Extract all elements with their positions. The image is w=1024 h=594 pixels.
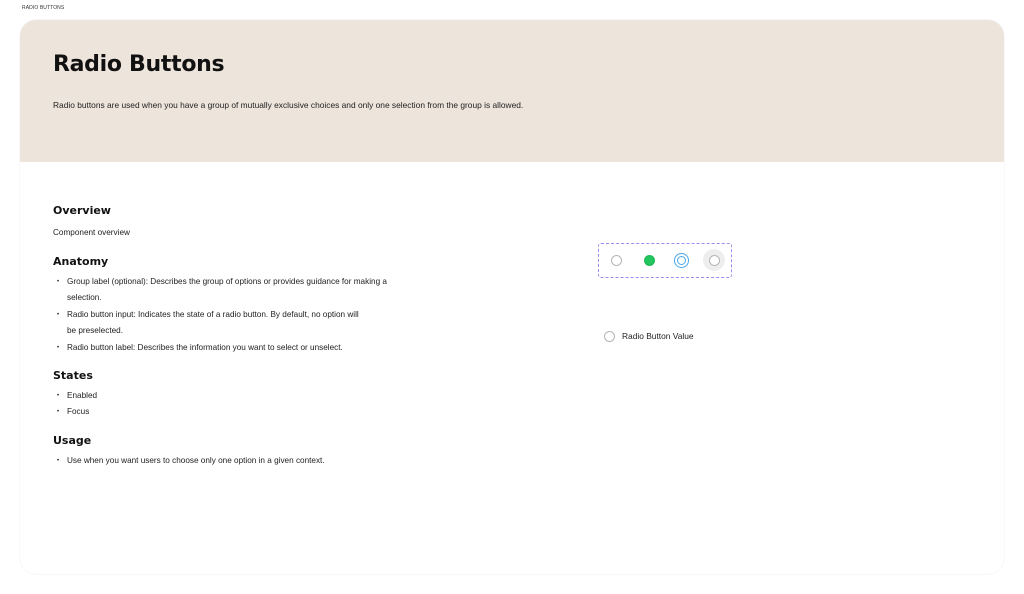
content-card: [20, 20, 1004, 574]
list-item: • Radio button input: Indicates the state of a radio button. By default, no option will be preselected.: [53, 307, 367, 340]
states-heading: States: [53, 369, 93, 383]
list-item: • Radio button label: Describes the information you want to select or unselect.: [53, 340, 413, 356]
radio-button-example[interactable]: [604, 329, 694, 343]
page-description: Radio buttons are used when you have a group of mutually exclusive choices and only one selection from the group is allowed.: [53, 100, 524, 110]
list-item: • Focus: [53, 404, 413, 420]
anatomy-heading: Anatomy: [53, 255, 109, 268]
radio-unselected-icon[interactable]: [604, 331, 615, 342]
hero-banner: [20, 20, 1004, 162]
radio-states-preview: [598, 243, 732, 278]
list-item: • Use when you want users to choose only one option in a given context.: [53, 453, 413, 469]
radio-button-label: Radio Button Value: [622, 331, 694, 341]
radio-selected-icon[interactable]: [644, 255, 655, 266]
usage-heading: Usage: [53, 433, 92, 447]
states-list: [53, 388, 413, 421]
radio-unselected-icon[interactable]: [611, 255, 622, 266]
frame-label: RADIO BUTTONS: [22, 5, 65, 11]
anatomy-list: [53, 274, 413, 356]
radio-hover-icon[interactable]: [709, 255, 720, 266]
list-item: • Group label (optional): Describes the group of options or provides guidance for making a selection.: [53, 274, 387, 307]
page-title: Radio Buttons: [53, 52, 225, 77]
documentation-column: [53, 204, 413, 469]
overview-heading: Overview: [53, 204, 111, 217]
list-item: • Enabled: [53, 388, 413, 404]
usage-list: [53, 453, 413, 469]
overview-text: Component overview: [53, 228, 130, 237]
radio-focus-icon[interactable]: [674, 253, 689, 268]
